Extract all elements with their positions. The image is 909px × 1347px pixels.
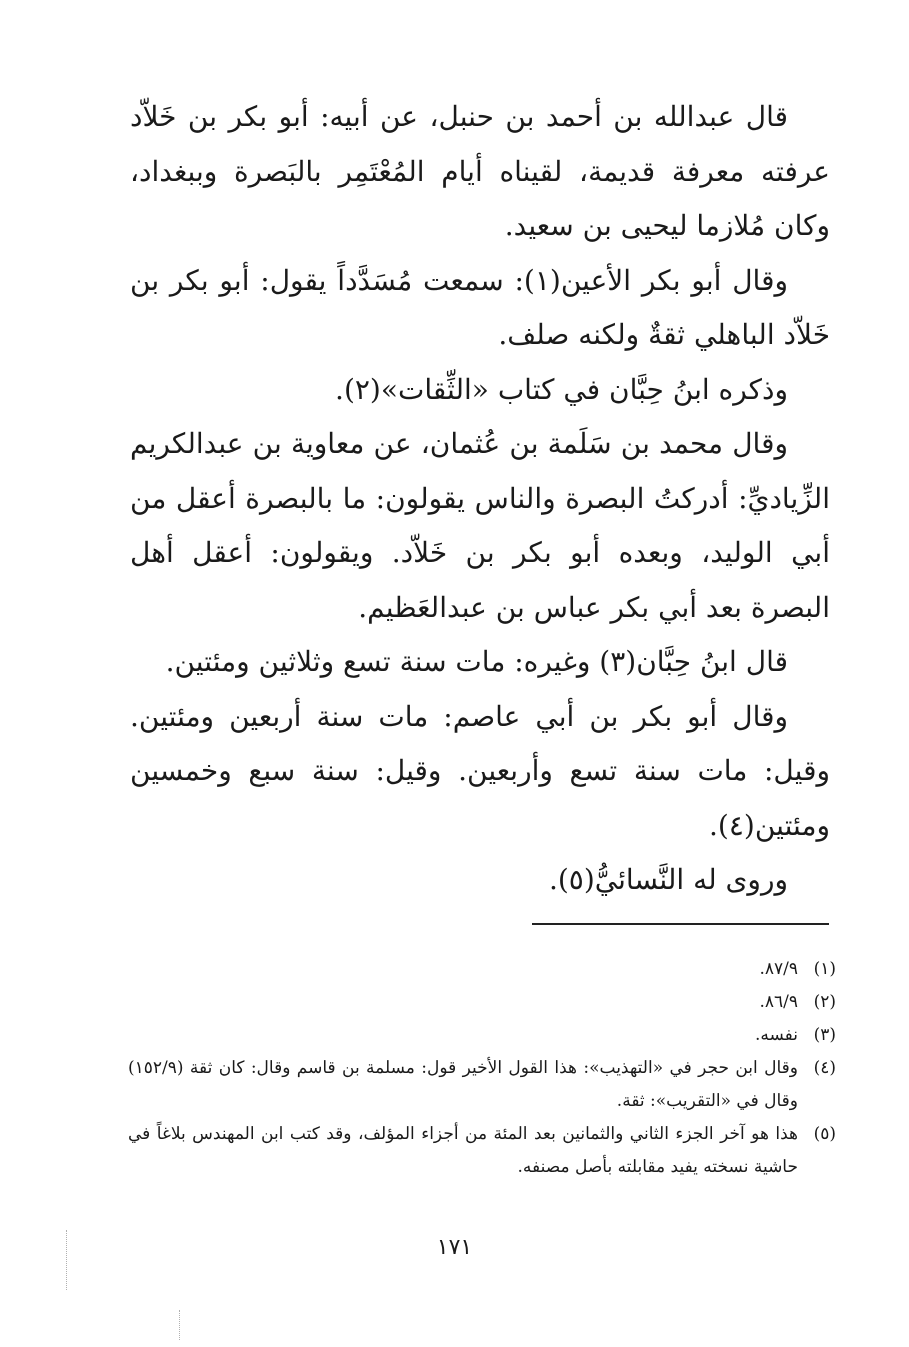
footnote-item (128, 1052, 836, 1118)
paragraph: قال عبدالله بن أحمد بن حنبل، عن أبيه: أبو بكر بن خَلاّد عرفته معرفة قديمة، لقيناه أيام المُعْتَمِر بالبَصرة وببغداد، وكان مُلازما ليحيى بن سعيد. (130, 100, 830, 242)
footnote-text: ٨٧/٩. (759, 959, 798, 979)
footnote-text: ٨٦/٩. (759, 992, 798, 1012)
scan-edge-mark (179, 1310, 180, 1340)
footnote-item (128, 1118, 836, 1184)
paragraph: وقال أبو بكر بن أبي عاصم: مات سنة أربعين ومئتين. وقيل: مات سنة تسع وأربعين. وقيل: سنة سبع وخمسين ومئتين(٤). (130, 699, 830, 842)
paragraph: وذكره ابنُ حِبَّان في كتاب «الثِّقات»(٢). (335, 372, 788, 406)
footnote-item (128, 953, 836, 986)
footnote-text: وقال ابن حجر في «التهذيب»: هذا القول الأخير قول: مسلمة بن قاسم وقال: كان ثقة (١٥٢/٩) وقال في «التقريب»: ثقة. (128, 1058, 798, 1111)
footnote-number: (٥) (813, 1124, 836, 1144)
paragraph: وقال أبو بكر الأعين(١): سمعت مُسَدَّداً يقول: أبو بكر بن خَلاّد الباهلي ثقةٌ ولكنه صلف. (130, 263, 830, 351)
footnote-number: (٣) (813, 1025, 836, 1045)
page-number: ١٧١ (436, 1235, 473, 1260)
footnote-item (128, 986, 836, 1019)
main-text (130, 90, 830, 908)
paragraph: وقال محمد بن سَلَمة بن عُثمان، عن معاوية بن عبدالكريم الزِّياديِّ: أدركتُ البصرة والناس يقولون: ما بالبصرة أعقل من أبي الوليد، وبعده أبو بكر بن خَلاّد. ويقولون: أعقل أهل البصرة بعد أبي بكر عباس بن عبدالعَظيم. (130, 427, 831, 624)
footnote-text: هذا هو آخر الجزء الثاني والثمانين بعد المئة من أجزاء المؤلف، وقد كتب ابن المهندس بلاغاً في حاشية نسخته يفيد مقابلته بأصل مصنفه. (128, 1124, 798, 1177)
paragraph: وروى له النَّسائيُّ(٥). (548, 863, 788, 896)
scan-edge-mark (66, 1230, 67, 1290)
footnote-number: (١) (813, 959, 836, 979)
paragraph: قال ابنُ حِبَّان(٣) وغيره: مات سنة تسع وثلاثين ومئتين. (165, 645, 788, 678)
footnote-number: (٢) (813, 992, 836, 1012)
footnotes (128, 953, 836, 1184)
footnote-divider (532, 923, 829, 925)
footnote-text: نفسه. (754, 1025, 798, 1045)
footnote-number: (٤) (813, 1058, 836, 1078)
footnote-item (128, 1019, 836, 1052)
